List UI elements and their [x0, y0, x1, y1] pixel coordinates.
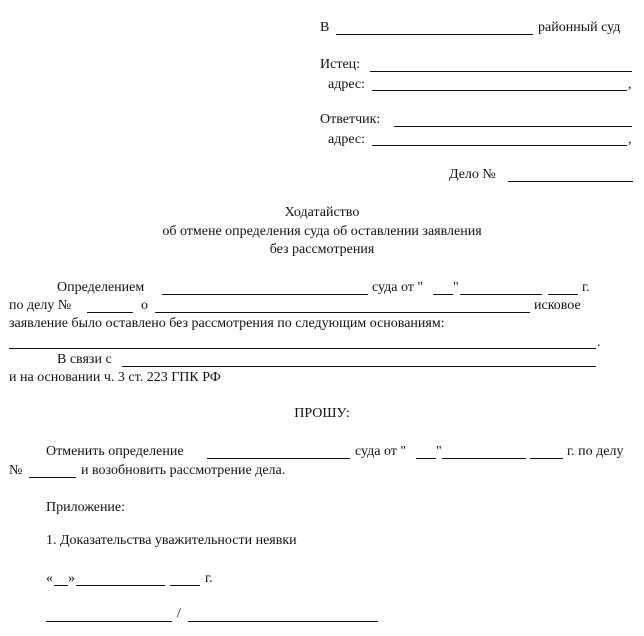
case-about-label: о [141, 298, 148, 313]
defendant-address-comma: , [628, 132, 632, 147]
footer-date-close: » [68, 571, 75, 586]
case-subject-field[interactable] [155, 312, 530, 313]
court-suffix: районный суд [538, 20, 621, 35]
reason-field[interactable] [122, 366, 596, 367]
footer-year-label: г. [205, 571, 213, 586]
footer-month-field[interactable] [76, 585, 165, 586]
case-ref-label: по делу № [9, 298, 72, 313]
ruling-month-field[interactable] [460, 294, 542, 295]
court-name-field[interactable] [336, 34, 533, 35]
plaintiff-name-field[interactable] [370, 71, 632, 72]
document-title: Ходатайство [284, 205, 360, 220]
ruling-year-label: г. [582, 280, 590, 295]
reason-intro: В связи с [57, 352, 112, 367]
ruling-day-field[interactable] [433, 294, 453, 295]
defendant-name-field[interactable] [394, 126, 632, 127]
request-month-field[interactable] [442, 458, 526, 459]
plaintiff-label: Истец: [320, 57, 361, 72]
defendant-address-field[interactable] [372, 145, 627, 146]
ruling-court-from: суда от " [372, 280, 424, 295]
grounds-field[interactable] [9, 348, 596, 349]
signature-name-field[interactable] [188, 621, 378, 622]
signature-slash: / [177, 606, 181, 621]
case-number-label: Дело № [449, 167, 496, 182]
ruling-court-field[interactable] [162, 294, 368, 295]
footer-date-open: « [46, 571, 53, 586]
ruling-quote-close: " [453, 280, 459, 295]
court-prefix: В [320, 20, 330, 35]
document-title-line3: без рассмотрения [269, 242, 375, 257]
footer-day-field[interactable] [54, 585, 68, 586]
case-ref-field[interactable] [87, 312, 133, 313]
ruling-year-field[interactable] [548, 294, 578, 295]
plaintiff-address-field[interactable] [372, 90, 627, 91]
signature-field[interactable] [46, 621, 172, 622]
grounds-period: . [597, 335, 601, 350]
defendant-label: Ответчик: [320, 112, 381, 127]
document-title-line2: об отмене определения суда об оставлении заявления [162, 224, 482, 239]
case-number-field[interactable] [508, 181, 633, 182]
legal-basis: и на основании ч. 3 ст. 223 ГПК РФ [9, 370, 221, 385]
request-year-field[interactable] [530, 458, 563, 459]
plaintiff-address-comma: , [628, 77, 632, 92]
attachments-heading: Приложение: [46, 500, 126, 515]
request-quote-close: " [436, 444, 442, 459]
grounds-text: заявление было оставлено без рассмотрения по следующим основаниям: [9, 316, 445, 331]
claim-label: исковое [534, 298, 581, 313]
defendant-address-label: адрес: [328, 132, 366, 147]
request-court-from: суда от " [355, 444, 407, 459]
request-line-end: г. по делу [567, 444, 624, 459]
ruling-intro: Определением [57, 280, 145, 295]
request-heading: ПРОШУ: [294, 406, 350, 421]
attachment-item-1: 1. Доказательства уважительности неявки [46, 533, 297, 548]
request-case-no-label: № [9, 463, 23, 478]
footer-year-field[interactable] [170, 585, 200, 586]
request-case-no-field[interactable] [29, 477, 76, 478]
plaintiff-address-label: адрес: [328, 77, 366, 92]
request-ruling-field[interactable] [207, 458, 350, 459]
request-day-field[interactable] [416, 458, 436, 459]
request-line-start: Отменить определение [46, 444, 184, 459]
request-resume-text: и возобновить рассмотрение дела. [81, 463, 286, 478]
